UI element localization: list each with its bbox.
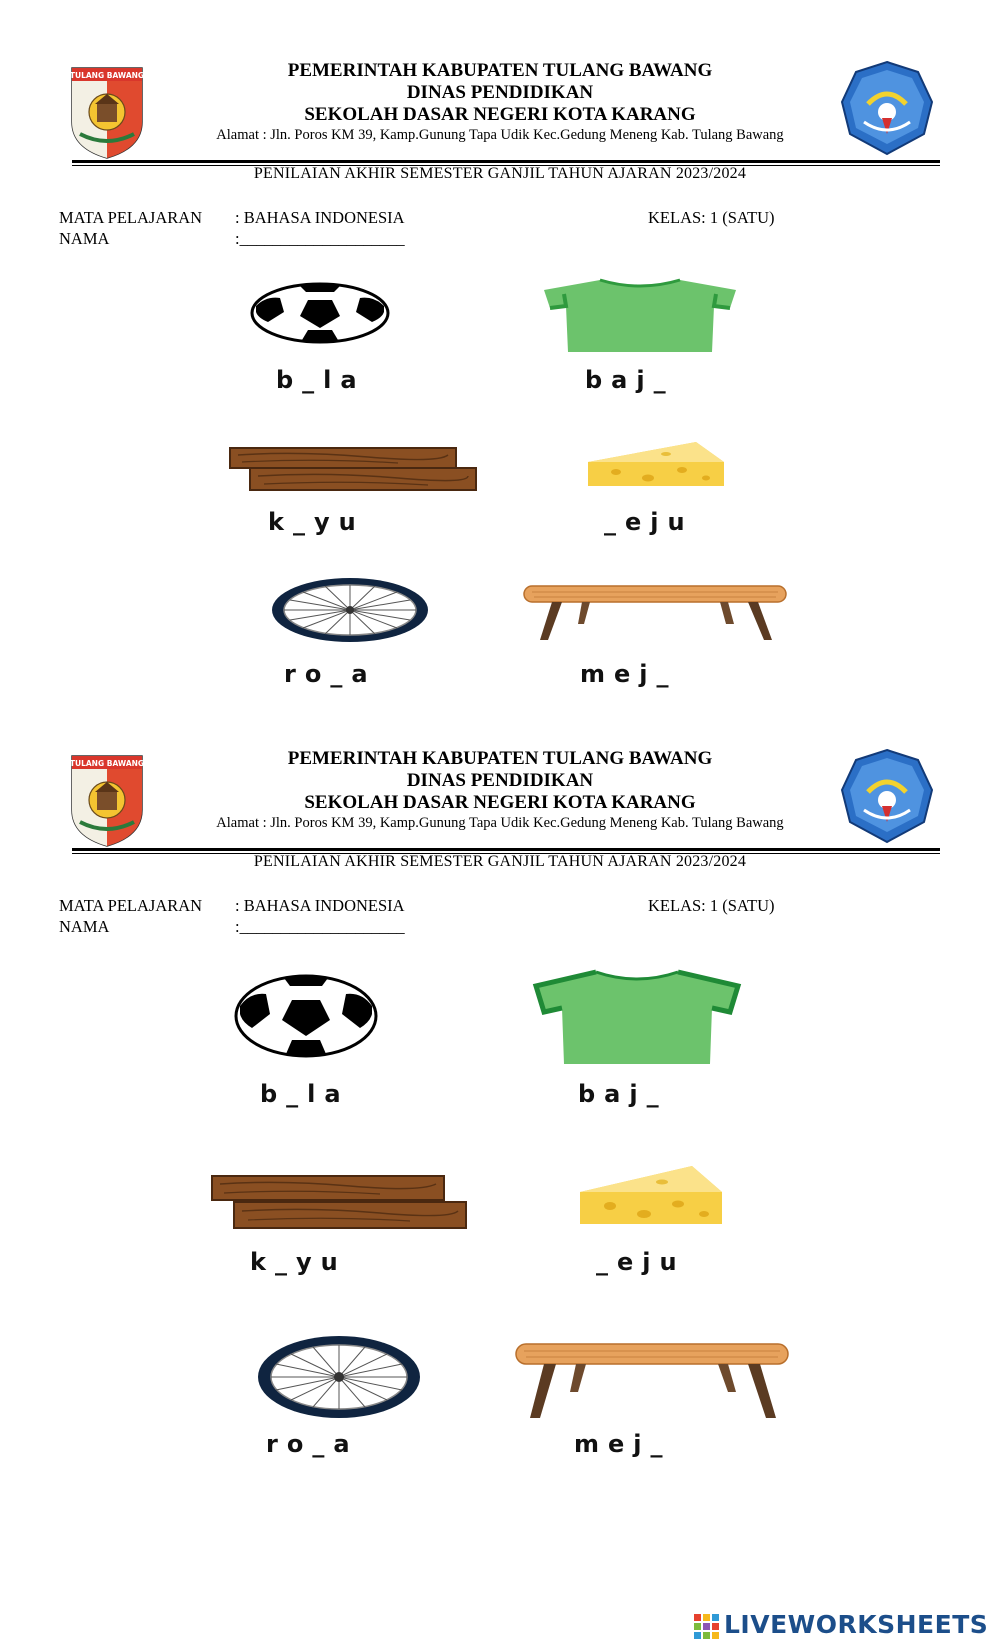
wheel-icon: [256, 1334, 422, 1420]
word-puzzle-kayu: k_yu: [250, 1248, 347, 1276]
word-puzzle-bola: b_la: [276, 366, 366, 394]
table-icon: [522, 584, 788, 642]
header-department: DINAS PENDIDIKAN: [406, 770, 594, 791]
word-puzzle-keju: _eju: [596, 1248, 686, 1276]
class-label: KELAS: 1 (SATU): [648, 208, 775, 227]
name-field[interactable]: :____________________: [235, 917, 405, 936]
subject-label: MATA PELAJARAN: [59, 208, 203, 227]
wheel-icon: [270, 576, 430, 644]
subject-label: MATA PELAJARAN: [59, 896, 203, 915]
header-address: Alamat : Jln. Poros KM 39, Kamp.Gunung Tapa Udik Kec.Gedung Meneng Kab. Tulang Bawang: [216, 815, 784, 831]
class-label: KELAS: 1 (SATU): [648, 896, 775, 915]
tut-wuri-handayani-emblem-icon: [838, 58, 936, 158]
cheese-icon: [578, 1164, 724, 1228]
header-government: PEMERINTAH KABUPATEN TULANG BAWANG: [287, 748, 713, 769]
word-puzzle-meja: mej_: [574, 1430, 672, 1458]
wood-planks-icon: [228, 446, 478, 492]
subject-value: : BAHASA INDONESIA: [235, 896, 405, 915]
shirt-icon: [540, 276, 740, 354]
name-field[interactable]: :____________________: [235, 229, 405, 248]
word-puzzle-bola: b_la: [260, 1080, 350, 1108]
svg-text:TULANG BAWANG: TULANG BAWANG: [69, 759, 145, 768]
word-puzzle-baju: baj_: [585, 366, 675, 394]
header-school: SEKOLAH DASAR NEGERI KOTA KARANG: [304, 104, 696, 125]
tut-wuri-handayani-emblem-icon: [838, 746, 936, 846]
exam-title: PENILAIAN AKHIR SEMESTER GANJIL TAHUN AJARAN 2023/2024: [253, 853, 747, 870]
cheese-icon: [586, 440, 726, 490]
worksheet-2: [0, 688, 1000, 1458]
table-icon: [514, 1342, 790, 1420]
shirt-icon: [532, 968, 742, 1066]
name-label: NAMA: [59, 229, 110, 248]
word-puzzle-kayu: k_yu: [268, 508, 365, 536]
worksheet-1: [0, 0, 1000, 690]
wood-planks-icon: [210, 1174, 468, 1230]
subject-value: : BAHASA INDONESIA: [235, 208, 405, 227]
svg-text:TULANG BAWANG: TULANG BAWANG: [69, 71, 145, 80]
header-divider-thick: [72, 160, 940, 163]
header-address: Alamat : Jln. Poros KM 39, Kamp.Gunung Tapa Udik Kec.Gedung Meneng Kab. Tulang Bawang: [216, 127, 784, 143]
header-school: SEKOLAH DASAR NEGERI KOTA KARANG: [304, 792, 696, 813]
liveworksheets-brand: LIVEWORKSHEETS: [724, 1610, 989, 1639]
soccer-ball-icon: [250, 282, 390, 344]
word-puzzle-meja: mej_: [580, 660, 678, 688]
exam-title: PENILAIAN AKHIR SEMESTER GANJIL TAHUN AJARAN 2023/2024: [253, 165, 747, 182]
header-government: PEMERINTAH KABUPATEN TULANG BAWANG: [287, 60, 713, 81]
liveworksheets-logo-icon: [694, 1614, 720, 1640]
word-puzzle-baju: baj_: [578, 1080, 668, 1108]
word-puzzle-keju: _eju: [604, 508, 694, 536]
header-divider-thick: [72, 848, 940, 851]
header-department: DINAS PENDIDIKAN: [406, 82, 594, 103]
word-puzzle-roda: ro_a: [284, 660, 377, 688]
soccer-ball-icon: [234, 974, 378, 1058]
word-puzzle-roda: ro_a: [266, 1430, 359, 1458]
name-label: NAMA: [59, 917, 110, 936]
